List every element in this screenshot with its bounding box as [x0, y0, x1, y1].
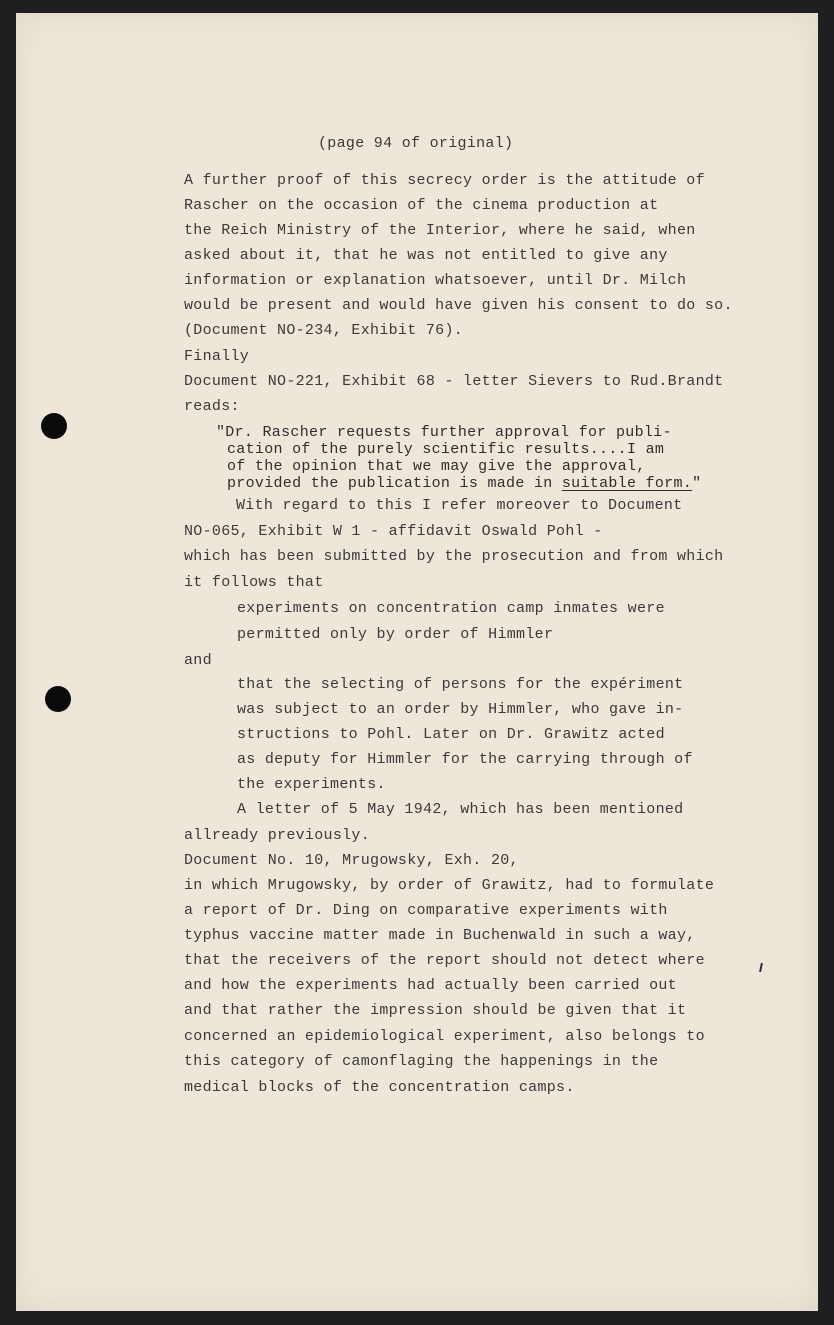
paragraph-3-line-5: a report of Dr. Ding on comparative experiments with: [184, 902, 668, 919]
indented-block-1-line-1: experiments on concentration camp inmates were: [237, 600, 665, 617]
paragraph-2-line-3: which has been submitted by the prosecution and from which: [184, 548, 724, 565]
quote-line-2: cation of the purely scientific results....I am: [227, 441, 665, 458]
paragraph-1-line-1: A further proof of this secrecy order is the attitude of: [184, 172, 705, 189]
paragraph-3-line-12: medical blocks of the concentration camps.: [184, 1079, 575, 1096]
paragraph-3-line-11: this category of camonflaging the happenings in the: [184, 1053, 659, 1070]
paragraph-3-line-6: typhus vaccine matter made in Buchenwald in such a way,: [184, 927, 696, 944]
paragraph-3-line-1: A letter of 5 May 1942, which has been mentioned: [237, 801, 684, 818]
paragraph-3-line-3: Document No. 10, Mrugowsky, Exh. 20,: [184, 852, 519, 869]
paragraph-1-line-4: asked about it, that he was not entitled to give any: [184, 247, 668, 264]
indented-block-2-line-5: the experiments.: [237, 776, 386, 793]
quote-line-1: "Dr. Rascher requests further approval for publi-: [216, 424, 672, 441]
indented-block-1-line-2: permitted only by order of Himmler: [237, 626, 554, 643]
paragraph-3-line-7: that the receivers of the report should not detect where: [184, 952, 705, 969]
quote-underlined-phrase: suitable form.: [561, 475, 693, 492]
paragraph-2-line-2: NO-065, Exhibit W 1 - affidavit Oswald Pohl -: [184, 523, 603, 540]
document-ref-line-1: Document NO-221, Exhibit 68 - letter Sievers to Rud.Brandt: [184, 373, 724, 390]
paragraph-1-line-3: the Reich Ministry of the Interior, where he said, when: [184, 222, 696, 239]
paragraph-3-line-10: concerned an epidemiological experiment, also belongs to: [184, 1028, 705, 1045]
paragraph-3-line-4: in which Mrugowsky, by order of Grawitz, had to formulate: [184, 877, 715, 894]
quote-line-3: of the opinion that we may give the approval,: [227, 458, 646, 475]
paragraph-1-line-5: information or explanation whatsoever, until Dr. Milch: [184, 272, 687, 289]
paragraph-3-line-9: and that rather the impression should be given that it: [184, 1002, 687, 1019]
punch-hole-bottom: [45, 686, 71, 712]
indented-block-2-line-1: that the selecting of persons for the expériment: [237, 676, 684, 693]
paragraph-1-line-7: (Document NO-234, Exhibit 76).: [184, 322, 464, 339]
paragraph-1-line-2: Rascher on the occasion of the cinema production at: [184, 197, 659, 214]
indented-block-2-line-4: as deputy for Himmler for the carrying through of: [237, 751, 693, 768]
finally-word: Finally: [184, 348, 250, 365]
paragraph-3-line-8: and how the experiments had actually been carried out: [184, 977, 677, 994]
paragraph-1-line-6: would be present and would have given his consent to do so.: [184, 297, 733, 314]
paragraph-2-line-1: With regard to this I refer moreover to Document: [236, 497, 683, 514]
paragraph-2-line-4: it follows that: [184, 574, 324, 591]
paragraph-3-line-2: allready previously.: [184, 827, 371, 844]
indented-block-2-line-3: structions to Pohl. Later on Dr. Grawitz acted: [237, 726, 665, 743]
punch-hole-top: [41, 413, 67, 439]
and-word: and: [184, 652, 212, 669]
quote-line-4-prefix: provided the publication is made in: [227, 475, 562, 492]
quote-line-4: [227, 475, 701, 492]
quote-line-4-suffix: ": [692, 475, 702, 492]
document-ref-line-2: reads:: [184, 398, 240, 415]
page-header: (page 94 of original): [318, 135, 514, 152]
indented-block-2-line-2: was subject to an order by Himmler, who gave in-: [237, 701, 684, 718]
